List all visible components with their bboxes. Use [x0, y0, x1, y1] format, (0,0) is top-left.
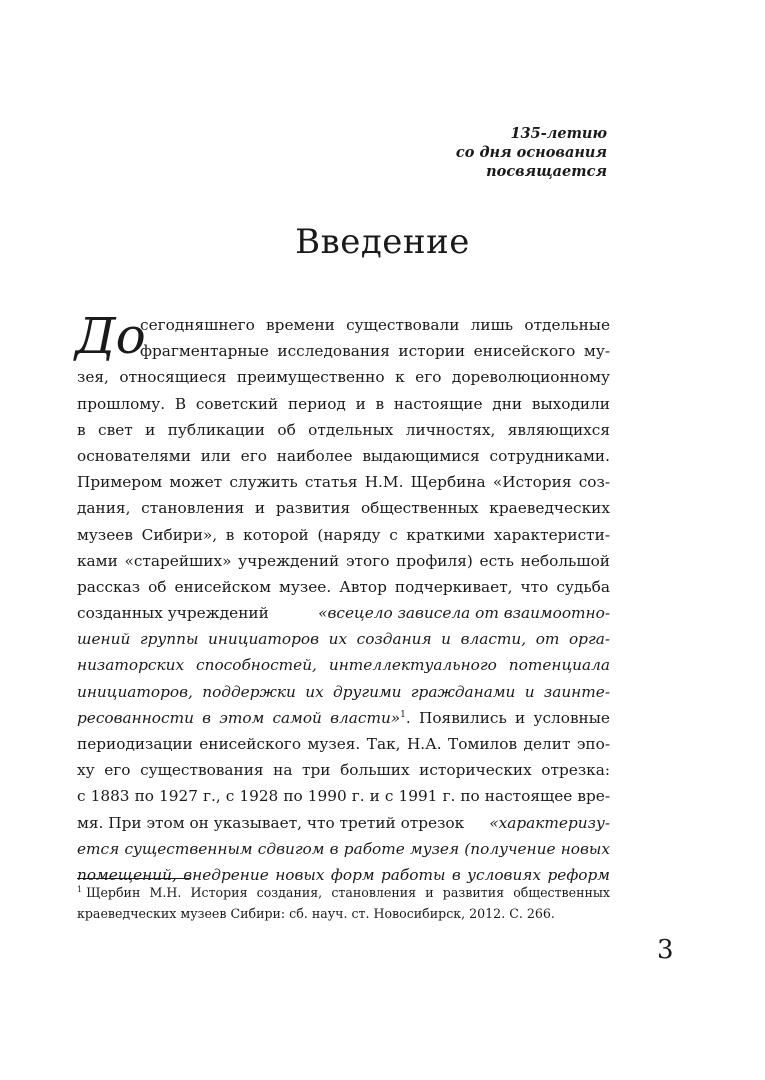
text-line: основателями или его наиболее выдающимися сотрудниками.: [77, 446, 610, 465]
dedication: [456, 124, 607, 181]
text-line: фрагментарные исследования истории енисейского му-: [140, 342, 610, 361]
text-line: инициаторов, поддержки их другими гражданами и заинте-: [77, 682, 610, 701]
body-text: [77, 312, 610, 888]
footnote-line: $^1$ Щербин М.Н. История создания, становления и развития общественных: [77, 884, 610, 900]
text-line: шений группы инициаторов их создания и власти, от орга-: [77, 630, 610, 649]
text-line: ками «старейших» учреждений этого профиля) есть небольшой: [77, 551, 610, 570]
text-line: ху его существования на три больших исторических отрезка:: [77, 761, 610, 780]
footnote-ref: 1: [400, 709, 406, 720]
footnote: [77, 882, 610, 924]
text-line: в свет и публикации об отдельных личностях, являющихся: [77, 420, 610, 439]
text-line: сегодняшнего времени существовали лишь отдельные: [140, 316, 610, 334]
dedication-line-2: со дня основания: [455, 144, 607, 161]
text-line: дания, становления и развития общественных краеведческих: [77, 499, 610, 518]
chapter-title: Введение: [295, 222, 470, 262]
text-line: периодизации енисейского музея. Так, Н.А. Томилов делит эпо-: [77, 735, 610, 753]
text-line: низаторских способностей, интеллектуального потенциала: [77, 656, 610, 675]
text-line: созданных учреждений «всецело зависела от взаимоотно-: [77, 604, 610, 623]
text-line: прошлому. В советский период и в настоящие дни выходили: [77, 394, 610, 413]
footnote-mark: 1: [77, 884, 83, 894]
text-line: помещений, внедрение новых форм работы в условиях реформ: [77, 865, 610, 884]
text-line: Примером может служить статья Н.М. Щербина «История соз-: [77, 473, 610, 492]
text-line: музеев Сибири», в которой (наряду с краткими характеристи-: [77, 525, 610, 544]
footnote-line: краеведческих музеев Сибири: сб. науч. ст. Новосибирск, 2012. С. 266.: [77, 906, 555, 921]
text-line: зея, относящиеся преимущественно к его дореволюционному: [77, 368, 610, 387]
page-number: 3: [657, 935, 674, 965]
text-line: с 1883 по 1927 г., с 1928 по 1990 г. и с 1991 г. по настоящее вре-: [77, 787, 610, 806]
dedication-line-3: посвящается: [486, 163, 607, 180]
footnote-divider: [77, 878, 191, 879]
text-line: мя. При этом он указывает, что третий отрезок «характеризу-: [77, 813, 610, 832]
dedication-line-1: 135-летию: [510, 125, 607, 142]
text-line: рассказ об енисейском музее. Автор подчеркивает, что судьба: [77, 577, 610, 596]
text-line: ресованности в этом самой власти»$^1$. Появились и условные: [77, 708, 610, 727]
drop-cap: До: [75, 307, 146, 365]
text-line: ется существенным сдвигом в работе музея (получение новых: [77, 839, 610, 858]
